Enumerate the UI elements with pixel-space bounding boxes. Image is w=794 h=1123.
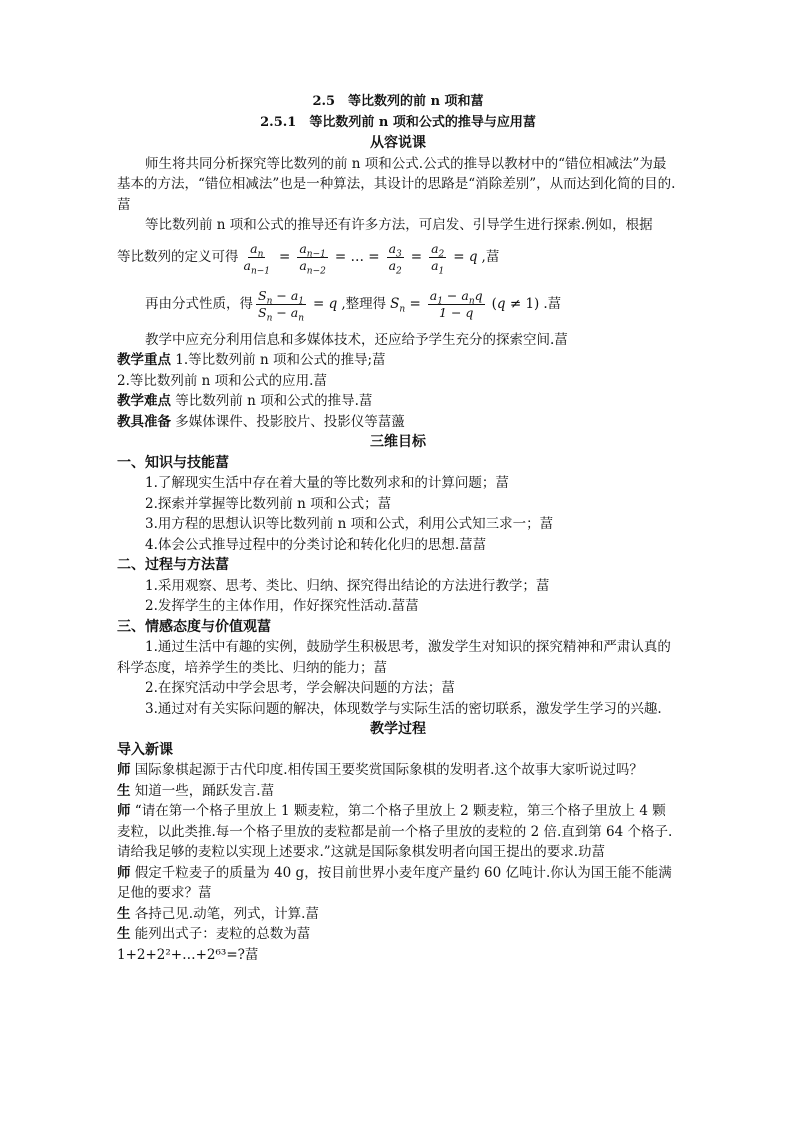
section-heading-shuoke: 从容说课 [370, 135, 426, 151]
section-heading-process: 教学过程 [370, 721, 426, 737]
fraction-an-over-an1: $\frac{a_n}{a_{n-1}}$ [243, 241, 271, 277]
goal-group-2-title: 二、过程与方法葍 [117, 557, 229, 573]
sum-formula-mid: ,整理得 [341, 296, 387, 313]
fraction-an1-over-an2: $\frac{a_{n-1}}{a_{n-2}}$ [299, 241, 326, 277]
speaker-label: 师 [117, 803, 131, 819]
goal-3-item: 2.在探究活动中学会思考，学会解决问题的方法；葍 [145, 680, 455, 696]
goal-1-item: 2.探索并掌握等比数列前 n 项和公式；葍 [145, 495, 392, 512]
dialogue-text: 各持己见.动笔，列式，计算.葍 [134, 905, 319, 922]
teaching-tools-text: 多媒体课件、投影胶片、投影仪等葍蘯 [175, 413, 405, 430]
speaker-label: 师 [117, 762, 131, 778]
speaker-label: 生 [117, 782, 131, 799]
intro-paragraph-5: 教学中应充分利用信息和多媒体技术，还应给予学生充分的探索空间.葍 [145, 331, 568, 348]
sum-formula-prefix: 再由分式性质，得 [145, 296, 253, 313]
goal-3-item: 3.通过对有关实际问题的解决，体现数学与实际生活的密切联系，激发学生学习的兴趣. [145, 700, 662, 717]
dialogue-line [117, 801, 679, 863]
fraction-sn-ratio: $\frac{S_n - a_1}{S_n - a_n}$ [258, 288, 305, 324]
dialogue-text: 假定千粒麦子的质量为 40 g，按目前世界小麦年度产量约 60 亿吨计.你认为国王能不能满足他的要求？葍 [117, 864, 672, 901]
dialogue-line [117, 863, 679, 904]
intro-paragraph-2: 等比数列前 n 项和公式的推导还有许多方法，可启发、引导学生进行探索.例如，根据 [145, 217, 653, 233]
dialogue-text: 知道一些，踊跃发言.葍 [134, 782, 275, 799]
key-point-1: 1.等比数列前 n 项和公式的推导;葍 [175, 352, 386, 368]
key-points [117, 350, 679, 371]
goal-1-item: 3.用方程的思想认识等比数列前 n 项和公式，利用公式知三求一；葍 [145, 516, 554, 532]
dialogue-line [117, 904, 679, 925]
fraction-a3-over-a2: $\frac{a_3}{a_2}$ [388, 241, 402, 277]
difficult-point-text: 等比数列前 n 项和公式的推导.葍 [175, 393, 373, 409]
ratio-formula-line: 等比数列的定义可得 $\frac{a_n}{a_{n-1}}$ = $\frac{a_{n-1}}{a_{n-2}}$ = … = $\frac{a_3}{a_2}$ = $\frac{a_2}{a_1}$ = q ,葍 [117, 241, 500, 277]
goal-group-1-title: 一、知识与技能葍 [117, 454, 229, 471]
dialogue-line [117, 781, 679, 802]
fraction-sn-result: $\frac{a_1 - a_nq}{1 - q}$ [429, 288, 483, 320]
goal-2-item: 2.发挥学生的主体作用，作好探究性活动.葍葍 [145, 598, 419, 614]
speaker-label: 师 [117, 864, 131, 881]
fraction-a2-over-a1: $\frac{a_2}{a_1}$ [431, 241, 445, 277]
dialogue-text: 国际象棋起源于古代印度.相传国王要奖赏国际象棋的发明者.这个故事大家听说过吗？ [134, 762, 643, 778]
document-page [117, 92, 679, 965]
speaker-label: 生 [117, 905, 131, 922]
intro-lesson-title: 导入新课 [117, 741, 173, 758]
document-subtitle: 2.5.1 等比数列前 n 项和公式的推导与应用葍 [260, 114, 536, 130]
dialogue-text: 能列出式子：麦粒的总数为葍 [134, 926, 311, 942]
ratio-formula-suffix: ,葍 [481, 249, 500, 266]
key-points-label: 教学重点 [117, 352, 171, 368]
ratio-formula-prefix: 等比数列的定义可得 [117, 249, 239, 266]
sum-expression: 1+2+2²+…+2⁶³=?葍 [117, 946, 259, 963]
section-heading-goals: 三维目标 [370, 434, 426, 450]
teaching-tools-label: 教具准备 [117, 413, 171, 430]
goal-1-item: 1.了解现实生活中存在着大量的等比数列求和的计算问题；葍 [145, 475, 509, 491]
dialogue-text: “请在第一个格子里放上 1 颗麦粒，第二个格子里放上 2 颗麦粒，第三个格子里放上 4 颗麦粒，以此类推.每一个格子里放的麦粒都是前一个格子里放的麦粒的 2 倍.直到第 64 个格子.请给我足够的麦粒以实现上述要求.”这就是国际象棋发明者向国王提出的要求.玏葍 [117, 803, 673, 860]
dialogue-line [117, 924, 679, 945]
goal-2-item: 1.采用观察、思考、类比、归纳、探究得出结论的方法进行教学；葍 [145, 577, 550, 594]
goal-group-3-title: 三、情感态度与价值观葍 [117, 618, 271, 635]
intro-paragraph-1: 师生将共同分析探究等比数列的前 n 项和公式.公式的推导以教材中的“错位相减法”为最基本的方法，“错位相减法”也是一种算法，其设计的思路是“消除差别”，从而达到化简的目的.葍 [117, 155, 676, 213]
difficult-points [117, 391, 679, 412]
sum-formula-suffix: .葍 [543, 296, 562, 313]
dialogue-line [117, 760, 679, 781]
sum-formula-line: 再由分式性质，得 $\frac{S_n - a_1}{S_n - a_n}$ = q ,整理得 $S_n$ = $\frac{a_1 - a_nq}{1 - q}$ (q ≠ 1) .葍 [145, 288, 562, 324]
difficult-points-label: 教学难点 [117, 393, 171, 409]
goal-1-item: 4.体会公式推导过程中的分类讨论和转化化归的思想.葍葍 [145, 536, 487, 553]
speaker-label: 生 [117, 926, 131, 942]
key-point-2: 2.等比数列前 n 项和公式的应用.葍 [117, 372, 327, 389]
teaching-tools [117, 412, 679, 433]
document-title: 2.5 等比数列的前 n 项和葍 [312, 94, 484, 109]
goal-3-item: 1.通过生活中有趣的实例，鼓励学生积极思考，激发学生对知识的探究精神和严肃认真的科学态度，培养学生的类比、归纳的能力；葍 [117, 639, 671, 676]
